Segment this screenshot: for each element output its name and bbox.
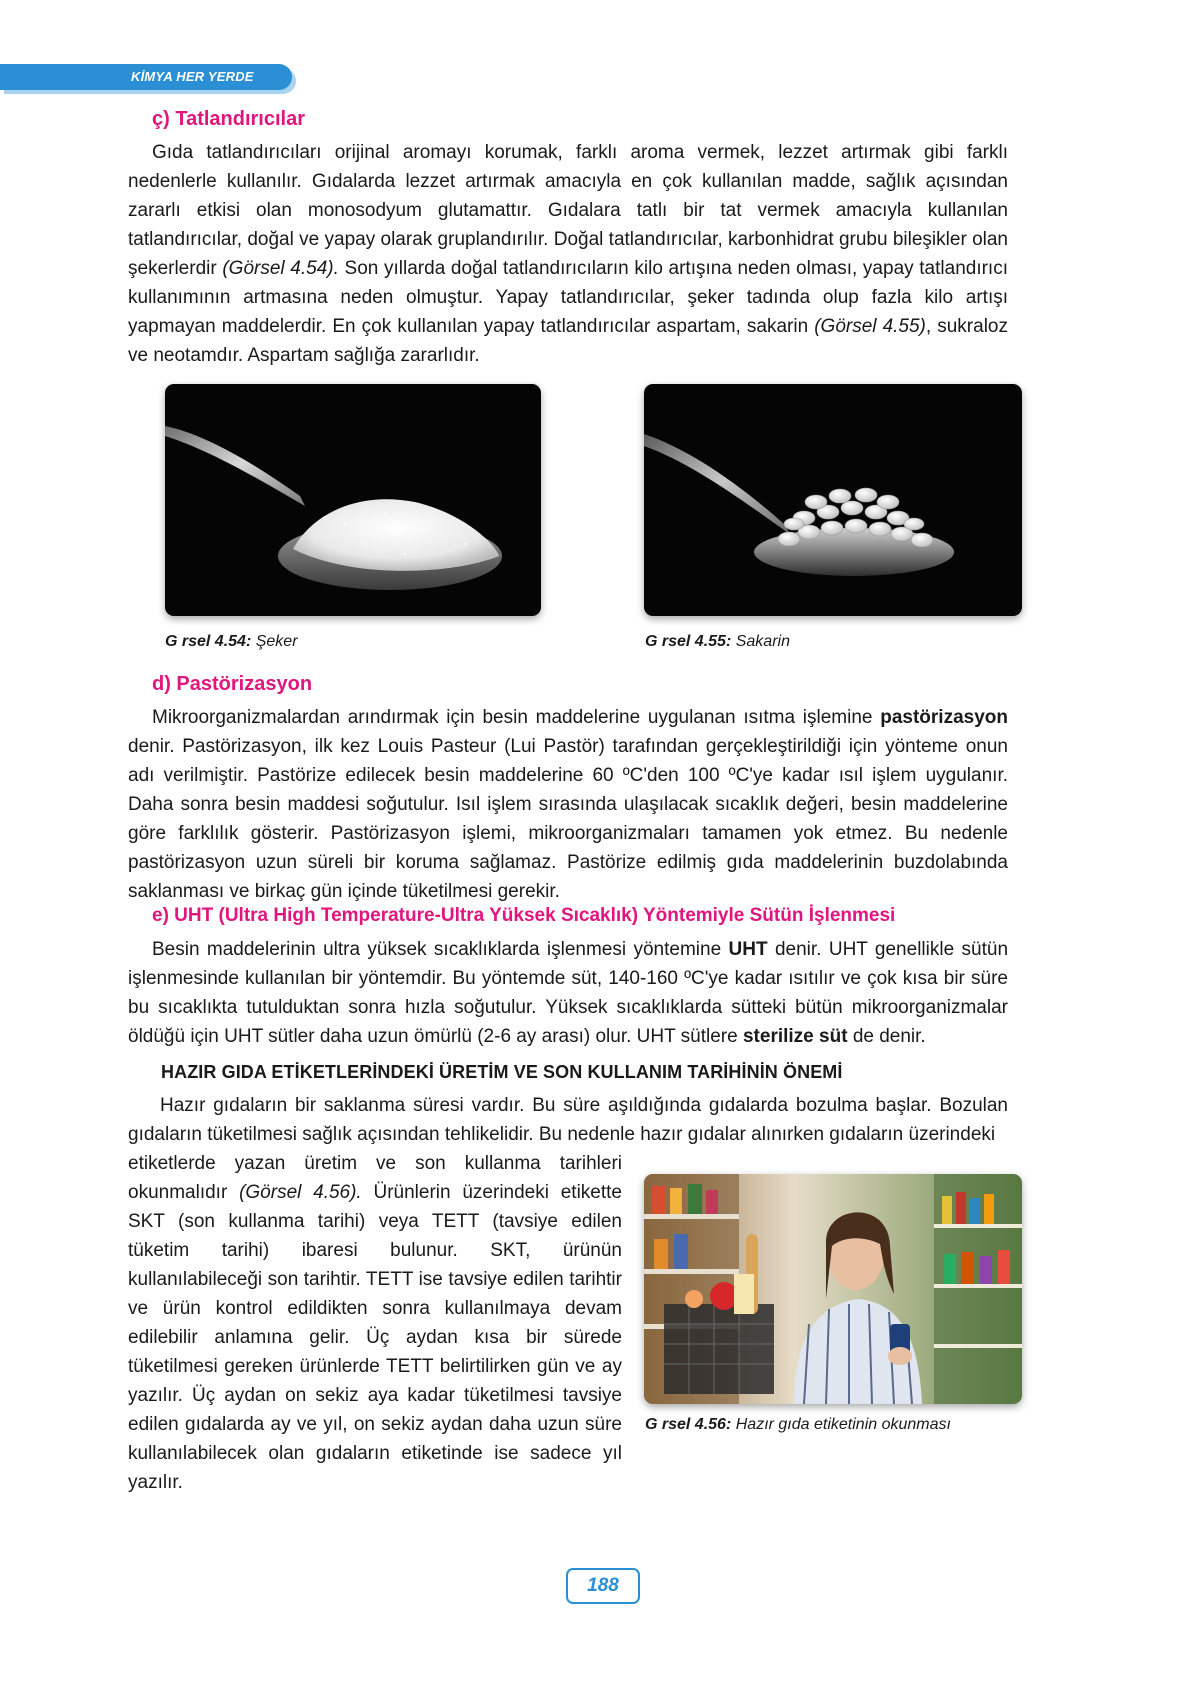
label-dates-paragraph-side: etiketlerde yazan üretim ve son kullanma tarihleri okunmalıdır (Görsel 4.56). Ürünlerin üzerindeki etikette SKT (son kullanma tarihi) veya TETT (tavsiye edilen tüketim tarihi) ibaresi bulunur. SKT, ürünün kullanılabileceği son tarihtir. TETT ise tavsiye edilen tarihtir ve ürün kontrol edildikten sonra kullanılmaya devam edilebilir anlamına gelir. Üç aydan kısa bir sürede tüketilmesi gereken ürünlerde TETT belirtilirken gün ve ay yazılır. Üç aydan on sekiz aya kadar tüketilmesi tavsiye edilen gıdalarda ay ve yıl, on sekiz aydan daha uzun süre kullanılabilecek olan gıdaların etiketinde ise sadece yıl yazılır. (128, 1153, 622, 1493)
sugar-spoon-photo (165, 384, 541, 616)
saccharin-spoon-photo (644, 384, 1022, 616)
term-uht: UHT (728, 939, 768, 960)
section-title-uht: e) UHT (Ultra High Temperature-Ultra Yüksek Sıcaklık) Yöntemiyle Sütün İşlenmesi (152, 905, 896, 926)
figure-caption-456: G rsel 4.56: Hazır gıda etiketinin okunması (645, 1416, 951, 1433)
chapter-header-tab (0, 64, 292, 90)
chapter-header-label: KİMYA HER YERDE (131, 69, 254, 84)
term-sterilized-milk: sterilize süt (742, 1026, 848, 1047)
supermarket-photo (644, 1174, 1022, 1404)
label-dates-paragraph-top: Hazır gıdaların bir saklanma süresi vardır. Bu süre aşıldığında gıdalarda bozulma başlar. Bozulan gıdaların tüketilmesi sağlık açısından tehlikelidir. Bu nedenle hazır gıdalar alınırken gıdaların üzerindeki (128, 1095, 1008, 1145)
supermarket-image (644, 1174, 1022, 1404)
figure-caption-454: G rsel 4.54: Şeker (165, 633, 298, 650)
page-number: 188 (566, 1568, 640, 1604)
section-title-sweeteners: ç) Tatlandırıcılar (152, 108, 306, 130)
uht-paragraph: Besin maddelerinin ultra yüksek sıcaklıklarda işlenmesi yöntemine UHT denir. UHT genellikle sütün işlenmesinde kullanılan bir yöntemdir. Bu yöntemde süt, 140-160 ºC'ye kadar ısıtılır ve çok kısa bir süre bu sıcaklıkta tutulduktan sonra hızla soğutulur. Yüksek sıcaklıklarda sütteki bütün mikroorganizmalar öldüğü için UHT sütler daha uzun ömürlü (2-6 ay arası) olur. UHT sütlere sterilize süt de denir. (128, 939, 1009, 1047)
sweeteners-paragraph: Gıda tatlandırıcıları orijinal aromayı korumak, farklı aroma vermek, lezzet artırmak gibi farklı nedenlerle kullanılır. Gıdalarda lezzet artırmak amacıyla en çok kullanılan madde, sağlık açısından zararlı etkisi olan monosodyum glutamattır. Gıdalara tatlı bir tat vermek amacıyla kullanılan tatlandırıcılar, doğal ve yapay olarak gruplandırılır. Doğal tatlandırıcılar, karbonhidrat grubu bileşikler olan şekerlerdir (Görsel 4.54). Son yıllarda doğal tatlandırıcıların kilo artışına neden olması, yapay tatlandırıcı kullanımının artmasına neden olmuştur. Yapay tatlandırıcılar, şeker tadında olup fazla kilo artışı yapmayan maddelerdir. En çok kullanılan yapay tatlandırıcılar aspartam, sakarin (Görsel 4.55), sukraloz ve neotamdır. Aspartam sağlığa zararlıdır. (128, 142, 1008, 366)
section-title-label-dates: HAZIR GIDA ETİKETLERİNDEKİ ÜRETİM VE SON KULLANIM TARİHİNİN ÖNEMİ (161, 1062, 843, 1082)
figure-ref-456: (Görsel 4.56). (239, 1182, 362, 1203)
saccharin-spoon-image (644, 384, 1022, 616)
figure-ref-455: (Görsel 4.55) (814, 316, 926, 337)
sugar-spoon-image (165, 384, 541, 616)
figure-caption-455: G rsel 4.55: Sakarin (645, 633, 790, 650)
pasteurization-paragraph: Mikroorganizmalardan arındırmak için besin maddelerine uygulanan ısıtma işlemine pastörizasyon denir. Pastörizasyon, ilk kez Louis Pasteur (Lui Pastör) tarafından gerçekleştirildiği için yönteme onun adı verilmiştir. Pastörize edilecek besin maddelerine 60 ºC'den 100 ºC'ye kadar ısıl işlem uygulanır. Daha sonra besin maddesi soğutulur. Isıl işlem sırasında ulaşılacak sıcaklık değeri, besin maddelerine göre farklılık gösterir. Pastörizasyon işlemi, mikroorganizmaları tamamen yok etmez. Bu nedenle pastörizasyon uzun süreli bir koruma sağlamaz. Pastörize edilmiş gıda maddelerinin buzdolabında saklanması ve birkaç gün içinde tüketilmesi gerekir. (128, 707, 1008, 902)
section-title-pasteurization: d) Pastörizasyon (152, 673, 313, 695)
term-pasteurization: pastörizasyon (880, 707, 1008, 728)
figure-ref-454: (Görsel 4.54). (222, 258, 339, 279)
